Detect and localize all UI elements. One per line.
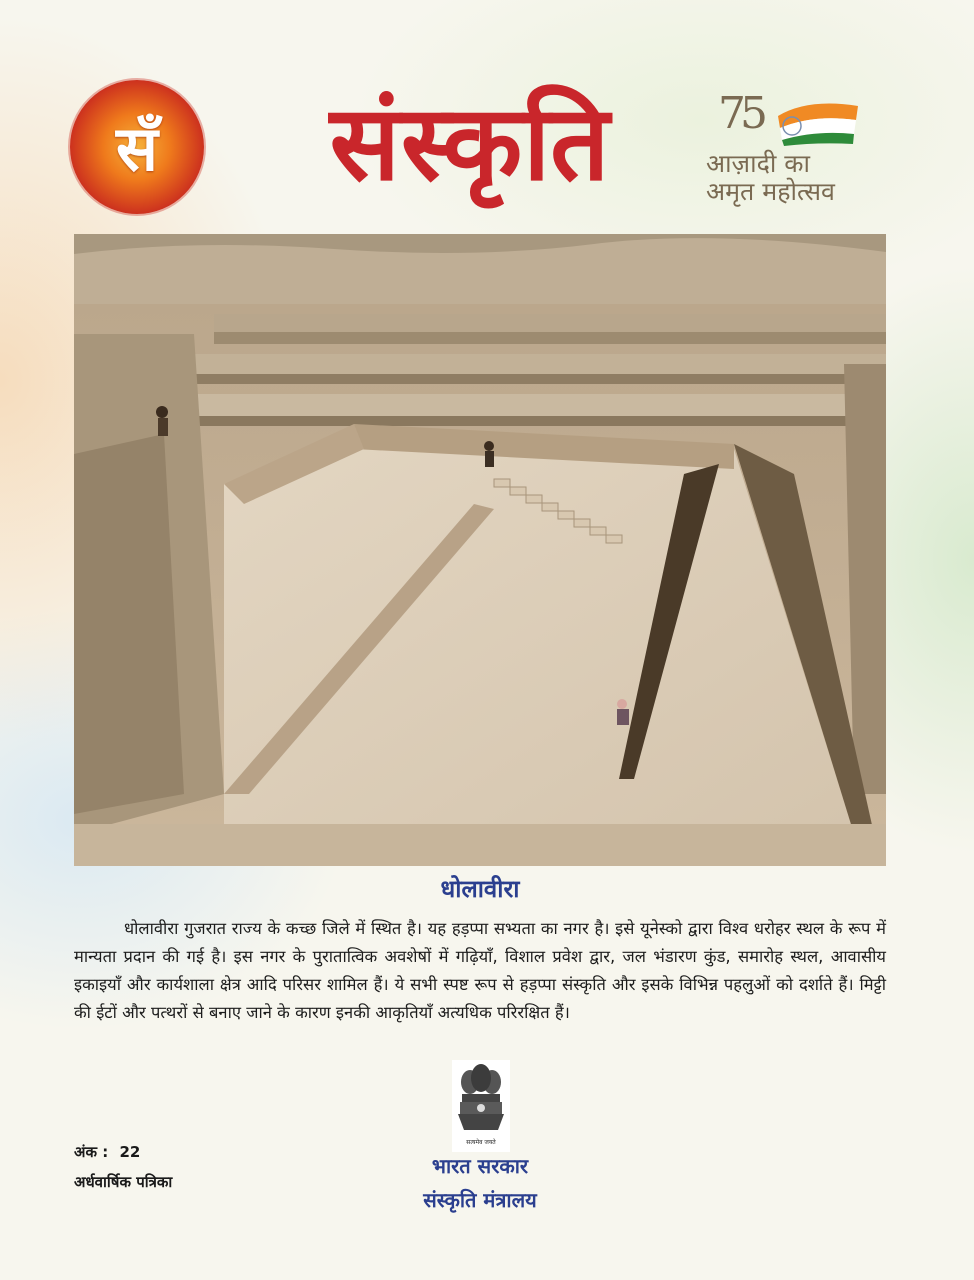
issue-info (74, 1142, 140, 1162)
issue-number: 22 (119, 1143, 141, 1161)
photo-caption: धोलावीरा (440, 875, 520, 903)
azadi-75-number: 75 (718, 88, 762, 139)
reservoir-illustration (74, 234, 886, 866)
logo-letter: सँ (116, 112, 158, 185)
ministry-of-culture-label: संस्कृति मंत्रालय (423, 1188, 537, 1212)
emblem-motto: सत्यमेव जयते (466, 1139, 496, 1146)
tricolour-flag-icon (758, 96, 868, 146)
sanskriti-logo (70, 80, 204, 214)
dholavira-reservoir-photo (74, 234, 886, 866)
periodical-type: अर्धवार्षिक पत्रिका (74, 1173, 173, 1191)
description-paragraph: धोलावीरा गुजरात राज्य के कच्छ जिले में स्थित है। यह हड़प्पा सभ्यता का नगर है। इसे यूनेस्को द्वारा विश्व धरोहर स्थल के रूप में मान्यता प्रदान की गई है। इस नगर के पुरातात्विक अवशेषों में गढ़ियाँ, विशाल प्रवेश द्वार, जल भंडारण कुंड, समारोह स्थल, आवासीय इकाइयाँ और कार्यशाला क्षेत्र आदि परिसर शामिल हैं। ये सभी स्पष्ट रूप से हड़प्पा संस्कृति और इसके विभिन्न पहलुओं को दर्शाते हैं। मिट्टी की ईटों और पत्थरों से बनाए जाने के कारण इनकी आकृतियाँ अत्यधिक परिरक्षित हैं। (74, 919, 886, 1022)
lion-capital-icon (452, 1060, 510, 1138)
azadi-line-1: आज़ादी का (706, 149, 810, 178)
azadi-line-2: अमृत महोत्सव (706, 177, 835, 206)
azadi-ka-amrit-mahotsav-logo (706, 88, 886, 208)
government-of-india-label: भारत सरकार (431, 1154, 529, 1178)
magazine-title: संस्कृति (329, 82, 611, 204)
issue-label: अंक : (74, 1143, 109, 1161)
national-emblem (452, 1060, 510, 1152)
